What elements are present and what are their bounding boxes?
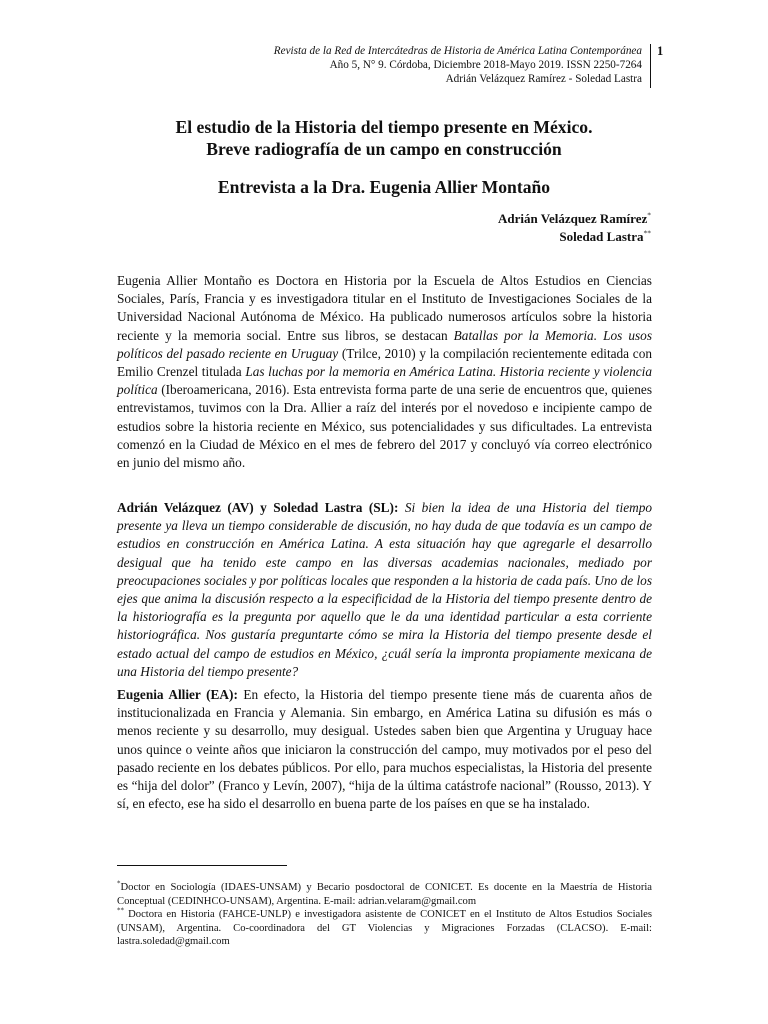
book-title: Las luchas por la memoria en América Latina. Historia reciente y violencia política bbox=[117, 364, 652, 398]
question-paragraph bbox=[117, 499, 652, 681]
article-subtitle: Entrevista a la Dra. Eugenia Allier Montaño bbox=[217, 177, 551, 197]
author-name: Adrián Velázquez Ramírez bbox=[498, 211, 648, 226]
answer-text: En efecto, la Historia del tiempo presente tiene más de cuarenta años de institucionalizada en Francia y Alemania. Sin embargo, en América Latina su difusión es más o menos reciente y su desarrollo, muy desigual. Ustedes saben bien que Argentina y Uruguay hace unos quince o veinte años que iniciaron la construcción del campo, muy motivados por el peso del pasado reciente en los debates públicos. Por ello, para muchos especialistas, la Historia del presente es “hija del dolor” (Franco y Levín, 2007), “hija de la última catástrofe nacional” (Rousso, 2013). Y sí, en efecto, ese ha sido el desarrollo en buena parte de los países en que se ha instalado. bbox=[117, 687, 652, 812]
footnote-mark: ** bbox=[117, 906, 124, 915]
footnote bbox=[117, 908, 652, 949]
author-2 bbox=[251, 228, 651, 246]
title-line-2: Breve radiografía de un campo en construcción bbox=[206, 139, 562, 159]
footnote-text: Doctora en Historia (FAHCE-UNLP) e investigadora asistente de CONICET en el Instituto de Altos Estudios Sociales (UNSAM), Argentina. Co-coordinadora del GT Violencias y Migraciones Forzadas (CLACSO). E-mail: lastra.soledad@gmail.com bbox=[117, 909, 652, 947]
footnote-divider bbox=[117, 865, 287, 866]
author-name: Soledad Lastra bbox=[559, 229, 644, 244]
footnote-text: Doctor en Sociología (IDAES-UNSAM) y Becario posdoctoral de CONICET. Es docente en la Maestría de Historia Conceptual (CEDINHCO-UNSAM), Argentina. E-mail: adrian.velaram@gmail.com bbox=[117, 882, 652, 907]
intro-text: Eugenia Allier Montaño es Doctora en Historia por la Escuela de Altos Estudios en Ciencias Sociales, París, Francia y es investigadora titular en el Instituto de Investigaciones Sociales de la Universidad Nacional Autónoma de México. Ha publicado numerosos artículos sobre la historia reciente y la memoria social. Entre sus libros, se destacan bbox=[117, 273, 652, 343]
intro-paragraph bbox=[117, 272, 652, 472]
intro-text: (Iberoamericana, 2016). Esta entrevista forma parte de una serie de encuentros que, quienes entrevistamos, tuvimos con la Dra. Allier a raíz del interés por el novedoso e incipiente campo de estudios sobre la historia reciente en México, sus potencialidades y sus dificultades. La entrevista comenzó en la Ciudad de México en el mes de febrero del 2017 y concluyó vía correo electrónico en junio del mismo año. bbox=[117, 382, 652, 471]
author-1 bbox=[251, 210, 651, 228]
article-title bbox=[100, 116, 668, 160]
speaker-label: Adrián Velázquez (AV) y Soledad Lastra (SL): bbox=[117, 500, 399, 515]
page-number: 1 bbox=[650, 44, 683, 88]
running-header bbox=[122, 44, 642, 86]
question-text: Si bien la idea de una Historia del tiempo presente ya lleva un tiempo considerable de discusión, no hay duda de que todavía es un campo de estudios en construcción en América Latina. A esta situación hay que agregarle el desarrollo desigual que ha tenido este campo en las diversas academias nacionales, mediado por preocupaciones sociales y por políticas locales que responden a la historia de cada país. Uno de los ejes que anima la discusión respecto a la especificidad de la Historia del tiempo presente dentro de la historiografía es la pregunta por aquello que le da una identidad particular a esta corriente historiográfica. Nos gustaría preguntarte cómo se mira la Historia del tiempo presente desde el estado actual del campo de estudios en México, ¿cuál sería la impronta propiamente mexicana de una Historia del tiempo presente? bbox=[117, 500, 652, 679]
footnote bbox=[117, 881, 652, 908]
footnote-mark: * bbox=[117, 879, 121, 888]
intro-text: (Trilce, 2010) y la compilación recientemente editada con Emilio Crenzel titulada bbox=[117, 345, 652, 380]
issue-info: Año 5, N° 9. Córdoba, Diciembre 2018-Mayo 2019. ISSN 2250-7264 bbox=[329, 59, 642, 71]
journal-name: Revista de la Red de Intercátedras de Historia de América Latina Contemporánea bbox=[273, 45, 642, 57]
footnotes bbox=[117, 881, 652, 949]
author-list bbox=[251, 210, 651, 246]
footnote-mark: * bbox=[647, 210, 651, 220]
speaker-label: Eugenia Allier (EA): bbox=[117, 687, 238, 702]
header-authors: Adrián Velázquez Ramírez - Soledad Lastra bbox=[445, 73, 642, 85]
title-line-1: El estudio de la Historia del tiempo presente en México. bbox=[175, 117, 593, 137]
answer-paragraph bbox=[117, 686, 652, 813]
book-title: Batallas por la Memoria. Los usos políticos del pasado reciente en Uruguay bbox=[117, 327, 652, 361]
footnote-mark: ** bbox=[643, 228, 651, 238]
